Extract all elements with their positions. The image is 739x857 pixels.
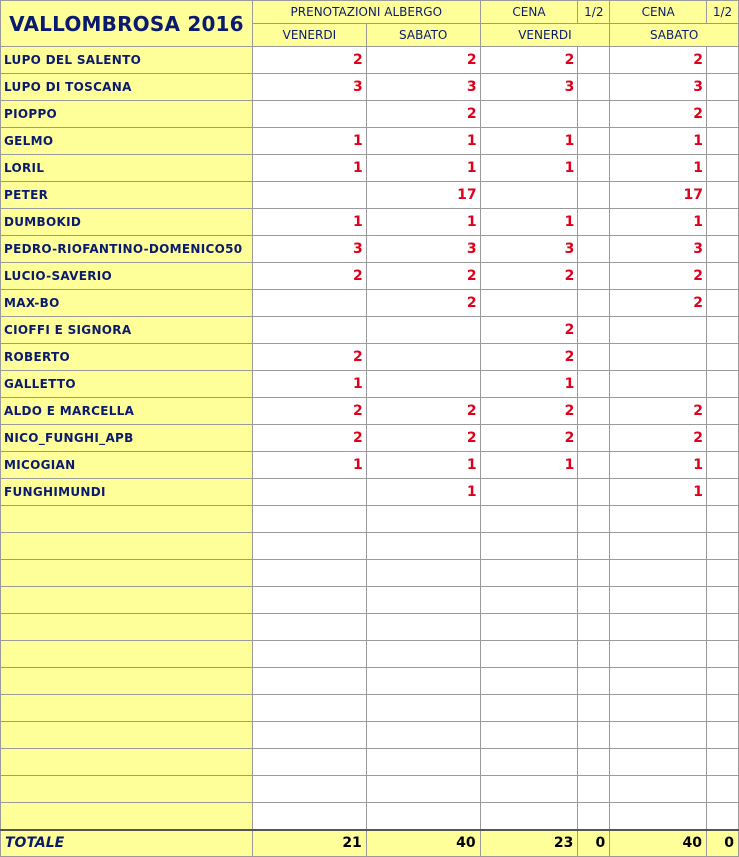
cell-dinner-friday[interactable]: 1: [480, 128, 578, 155]
table-row: [1, 290, 739, 317]
table-row: [1, 560, 739, 587]
cell-half-saturday[interactable]: [707, 128, 739, 155]
cell-half-friday[interactable]: [578, 209, 610, 236]
cell-half-saturday[interactable]: [707, 398, 739, 425]
cell-half-friday[interactable]: [578, 128, 610, 155]
cell-half-saturday[interactable]: [707, 344, 739, 371]
cell-dinner-friday[interactable]: 2: [480, 425, 578, 452]
cell-dinner-friday[interactable]: 1: [480, 209, 578, 236]
cell-dinner-friday[interactable]: [480, 101, 578, 128]
participant-name[interactable]: ALDO E MARCELLA: [1, 398, 253, 425]
participant-name[interactable]: ROBERTO: [1, 344, 253, 371]
participant-name[interactable]: [1, 722, 253, 749]
cell-half-friday[interactable]: [578, 506, 610, 533]
cell-half-friday[interactable]: [578, 560, 610, 587]
header-half-saturday: 1/2: [707, 1, 739, 24]
cell-hotel-saturday[interactable]: [366, 614, 480, 641]
cell-half-friday[interactable]: [578, 263, 610, 290]
cell-dinner-saturday[interactable]: 2: [610, 425, 707, 452]
cell-half-friday[interactable]: [578, 155, 610, 182]
cell-hotel-friday[interactable]: [252, 182, 366, 209]
cell-dinner-friday[interactable]: [480, 560, 578, 587]
header-hotel-friday: VENERDI: [252, 24, 366, 47]
table-row: [1, 209, 739, 236]
cell-half-saturday[interactable]: [707, 236, 739, 263]
cell-hotel-saturday[interactable]: 1: [366, 479, 480, 506]
cell-hotel-friday[interactable]: 2: [252, 263, 366, 290]
cell-half-friday[interactable]: [578, 425, 610, 452]
cell-hotel-friday[interactable]: [252, 803, 366, 830]
cell-hotel-friday[interactable]: [252, 776, 366, 803]
cell-dinner-saturday[interactable]: [610, 641, 707, 668]
cell-half-saturday[interactable]: [707, 452, 739, 479]
cell-dinner-saturday[interactable]: 17: [610, 182, 707, 209]
cell-dinner-saturday[interactable]: 1: [610, 452, 707, 479]
totals-label: TOTALE: [1, 830, 253, 857]
cell-half-saturday[interactable]: [707, 776, 739, 803]
participant-name[interactable]: PIOPPO: [1, 101, 253, 128]
cell-half-friday[interactable]: [578, 587, 610, 614]
cell-hotel-friday[interactable]: [252, 290, 366, 317]
cell-hotel-friday[interactable]: [252, 317, 366, 344]
cell-dinner-saturday[interactable]: 1: [610, 209, 707, 236]
cell-dinner-saturday[interactable]: [610, 533, 707, 560]
cell-hotel-friday[interactable]: [252, 668, 366, 695]
cell-half-friday[interactable]: [578, 479, 610, 506]
cell-dinner-friday[interactable]: [480, 506, 578, 533]
table-row: [1, 263, 739, 290]
cell-half-friday[interactable]: [578, 398, 610, 425]
table-row: [1, 425, 739, 452]
cell-half-friday[interactable]: [578, 101, 610, 128]
cell-half-saturday[interactable]: [707, 74, 739, 101]
totals-row: [1, 830, 739, 857]
table-row: [1, 587, 739, 614]
participant-name[interactable]: PEDRO-RIOFANTINO-DOMENICO50: [1, 236, 253, 263]
cell-half-saturday[interactable]: [707, 803, 739, 830]
cell-half-friday[interactable]: [578, 290, 610, 317]
cell-half-saturday[interactable]: [707, 425, 739, 452]
table-row: [1, 695, 739, 722]
cell-dinner-saturday[interactable]: [610, 560, 707, 587]
table-row: [1, 47, 739, 74]
participant-name[interactable]: LUCIO-SAVERIO: [1, 263, 253, 290]
cell-dinner-friday[interactable]: 1: [480, 155, 578, 182]
cell-dinner-saturday[interactable]: 2: [610, 398, 707, 425]
cell-half-saturday[interactable]: [707, 668, 739, 695]
cell-hotel-saturday[interactable]: 2: [366, 290, 480, 317]
cell-hotel-saturday[interactable]: [366, 506, 480, 533]
header-dinner-friday-group: CENA: [480, 1, 578, 24]
cell-half-saturday[interactable]: [707, 641, 739, 668]
cell-dinner-friday[interactable]: [480, 587, 578, 614]
cell-dinner-friday[interactable]: [480, 722, 578, 749]
cell-hotel-saturday[interactable]: [366, 344, 480, 371]
cell-hotel-friday[interactable]: 2: [252, 47, 366, 74]
header-dinner-saturday: SABATO: [610, 24, 739, 47]
cell-half-friday[interactable]: [578, 668, 610, 695]
cell-half-saturday[interactable]: [707, 560, 739, 587]
cell-hotel-saturday[interactable]: [366, 587, 480, 614]
cell-dinner-friday[interactable]: 1: [480, 371, 578, 398]
table-row: [1, 371, 739, 398]
participant-name[interactable]: LUPO DEL SALENTO: [1, 47, 253, 74]
cell-dinner-saturday[interactable]: 2: [610, 290, 707, 317]
cell-hotel-saturday[interactable]: 1: [366, 209, 480, 236]
cell-hotel-saturday[interactable]: 2: [366, 101, 480, 128]
total-hotel-saturday: 40: [366, 830, 480, 857]
cell-half-saturday[interactable]: [707, 371, 739, 398]
cell-dinner-saturday[interactable]: 1: [610, 128, 707, 155]
cell-dinner-friday[interactable]: 2: [480, 317, 578, 344]
cell-hotel-saturday[interactable]: [366, 668, 480, 695]
table-row: [1, 506, 739, 533]
cell-hotel-friday[interactable]: [252, 587, 366, 614]
cell-half-saturday[interactable]: [707, 155, 739, 182]
cell-half-friday[interactable]: [578, 641, 610, 668]
cell-half-saturday[interactable]: [707, 101, 739, 128]
cell-hotel-friday[interactable]: [252, 749, 366, 776]
cell-dinner-saturday[interactable]: 1: [610, 479, 707, 506]
cell-dinner-friday[interactable]: [480, 695, 578, 722]
total-dinner-friday: 23: [480, 830, 578, 857]
table-row: [1, 344, 739, 371]
cell-half-saturday[interactable]: [707, 722, 739, 749]
cell-dinner-friday[interactable]: 1: [480, 452, 578, 479]
participant-name[interactable]: [1, 614, 253, 641]
table-row: [1, 182, 739, 209]
cell-hotel-saturday[interactable]: [366, 641, 480, 668]
participant-name[interactable]: PETER: [1, 182, 253, 209]
participant-name[interactable]: CIOFFI E SIGNORA: [1, 317, 253, 344]
cell-hotel-saturday[interactable]: 3: [366, 236, 480, 263]
cell-hotel-friday[interactable]: [252, 479, 366, 506]
sheet-title: VALLOMBROSA 2016: [1, 1, 253, 47]
table-row: [1, 749, 739, 776]
participant-name[interactable]: [1, 695, 253, 722]
cell-dinner-saturday[interactable]: 1: [610, 155, 707, 182]
cell-dinner-friday[interactable]: [480, 668, 578, 695]
participant-name[interactable]: [1, 749, 253, 776]
cell-half-friday[interactable]: [578, 236, 610, 263]
table-row: [1, 776, 739, 803]
cell-dinner-friday[interactable]: [480, 803, 578, 830]
cell-half-saturday[interactable]: [707, 587, 739, 614]
table-row: [1, 101, 739, 128]
total-half-friday: 0: [578, 830, 610, 857]
cell-dinner-friday[interactable]: [480, 776, 578, 803]
table-row: [1, 236, 739, 263]
cell-half-friday[interactable]: [578, 74, 610, 101]
participant-name[interactable]: [1, 533, 253, 560]
participant-name[interactable]: [1, 776, 253, 803]
cell-hotel-friday[interactable]: [252, 101, 366, 128]
participant-name[interactable]: [1, 560, 253, 587]
cell-dinner-saturday[interactable]: [610, 614, 707, 641]
cell-dinner-saturday[interactable]: [610, 668, 707, 695]
header-hotel-bookings: PRENOTAZIONI ALBERGO: [252, 1, 480, 24]
participant-name[interactable]: [1, 668, 253, 695]
cell-hotel-saturday[interactable]: [366, 722, 480, 749]
cell-half-saturday[interactable]: [707, 290, 739, 317]
cell-half-saturday[interactable]: [707, 533, 739, 560]
participant-name[interactable]: DUMBOKID: [1, 209, 253, 236]
cell-hotel-friday[interactable]: [252, 695, 366, 722]
total-half-saturday: 0: [707, 830, 739, 857]
table-row: [1, 803, 739, 830]
cell-hotel-friday[interactable]: [252, 641, 366, 668]
cell-hotel-friday[interactable]: 1: [252, 371, 366, 398]
cell-half-friday[interactable]: [578, 749, 610, 776]
participant-name[interactable]: GALLETTO: [1, 371, 253, 398]
cell-dinner-saturday[interactable]: [610, 371, 707, 398]
cell-dinner-friday[interactable]: [480, 182, 578, 209]
cell-hotel-saturday[interactable]: 17: [366, 182, 480, 209]
cell-half-friday[interactable]: [578, 695, 610, 722]
table-row: [1, 722, 739, 749]
cell-hotel-saturday[interactable]: 2: [366, 47, 480, 74]
cell-hotel-friday[interactable]: 1: [252, 452, 366, 479]
cell-dinner-saturday[interactable]: [610, 317, 707, 344]
cell-dinner-friday[interactable]: [480, 290, 578, 317]
participant-name[interactable]: FUNGHIMUNDI: [1, 479, 253, 506]
participant-name[interactable]: MAX-BO: [1, 290, 253, 317]
cell-dinner-saturday[interactable]: [610, 803, 707, 830]
cell-half-saturday[interactable]: [707, 695, 739, 722]
participant-name[interactable]: [1, 803, 253, 830]
table-row: [1, 614, 739, 641]
cell-dinner-friday[interactable]: 2: [480, 47, 578, 74]
total-dinner-saturday: 40: [610, 830, 707, 857]
cell-half-saturday[interactable]: [707, 263, 739, 290]
cell-dinner-friday[interactable]: 3: [480, 236, 578, 263]
cell-dinner-saturday[interactable]: 2: [610, 47, 707, 74]
cell-hotel-friday[interactable]: 3: [252, 236, 366, 263]
cell-half-saturday[interactable]: [707, 506, 739, 533]
participant-name[interactable]: [1, 506, 253, 533]
cell-dinner-saturday[interactable]: 3: [610, 74, 707, 101]
cell-half-saturday[interactable]: [707, 209, 739, 236]
cell-hotel-friday[interactable]: 3: [252, 74, 366, 101]
cell-dinner-friday[interactable]: [480, 749, 578, 776]
cell-half-friday[interactable]: [578, 182, 610, 209]
cell-dinner-friday[interactable]: 2: [480, 344, 578, 371]
table-row: [1, 398, 739, 425]
cell-hotel-saturday[interactable]: [366, 371, 480, 398]
cell-hotel-friday[interactable]: [252, 614, 366, 641]
table-row: [1, 317, 739, 344]
cell-hotel-saturday[interactable]: [366, 695, 480, 722]
header-hotel-saturday: SABATO: [366, 24, 480, 47]
cell-dinner-friday[interactable]: [480, 479, 578, 506]
cell-dinner-friday[interactable]: 2: [480, 398, 578, 425]
cell-dinner-friday[interactable]: [480, 533, 578, 560]
cell-hotel-friday[interactable]: [252, 722, 366, 749]
cell-half-saturday[interactable]: [707, 479, 739, 506]
cell-hotel-saturday[interactable]: 2: [366, 425, 480, 452]
cell-half-friday[interactable]: [578, 776, 610, 803]
cell-dinner-saturday[interactable]: [610, 776, 707, 803]
cell-hotel-friday[interactable]: [252, 506, 366, 533]
cell-dinner-friday[interactable]: 2: [480, 263, 578, 290]
table-row: [1, 533, 739, 560]
cell-half-saturday[interactable]: [707, 47, 739, 74]
participant-name[interactable]: MICOGIAN: [1, 452, 253, 479]
cell-dinner-saturday[interactable]: [610, 506, 707, 533]
participant-name[interactable]: NICO_FUNGHI_APB: [1, 425, 253, 452]
cell-half-friday[interactable]: [578, 317, 610, 344]
cell-dinner-saturday[interactable]: 2: [610, 263, 707, 290]
participant-name[interactable]: [1, 587, 253, 614]
total-hotel-friday: 21: [252, 830, 366, 857]
participant-name[interactable]: LORIL: [1, 155, 253, 182]
cell-half-saturday[interactable]: [707, 182, 739, 209]
cell-hotel-friday[interactable]: 2: [252, 425, 366, 452]
cell-hotel-saturday[interactable]: 1: [366, 128, 480, 155]
participant-name[interactable]: LUPO DI TOSCANA: [1, 74, 253, 101]
table-row: [1, 641, 739, 668]
header-half-friday: 1/2: [578, 1, 610, 24]
cell-hotel-saturday[interactable]: 2: [366, 263, 480, 290]
cell-hotel-saturday[interactable]: 2: [366, 398, 480, 425]
header-dinner-friday: VENERDI: [480, 24, 610, 47]
table-row: [1, 155, 739, 182]
cell-hotel-saturday[interactable]: [366, 803, 480, 830]
cell-hotel-saturday[interactable]: 3: [366, 74, 480, 101]
cell-hotel-saturday[interactable]: 1: [366, 155, 480, 182]
cell-dinner-saturday[interactable]: [610, 695, 707, 722]
cell-half-friday[interactable]: [578, 371, 610, 398]
cell-dinner-saturday[interactable]: [610, 344, 707, 371]
participant-name[interactable]: [1, 641, 253, 668]
cell-hotel-friday[interactable]: 1: [252, 155, 366, 182]
cell-hotel-friday[interactable]: 2: [252, 344, 366, 371]
cell-half-friday[interactable]: [578, 533, 610, 560]
table-row: [1, 668, 739, 695]
participant-name[interactable]: GELMO: [1, 128, 253, 155]
table-row: [1, 479, 739, 506]
table-row: [1, 452, 739, 479]
cell-hotel-friday[interactable]: 1: [252, 128, 366, 155]
cell-half-friday[interactable]: [578, 452, 610, 479]
cell-half-friday[interactable]: [578, 722, 610, 749]
cell-dinner-saturday[interactable]: 3: [610, 236, 707, 263]
cell-dinner-saturday[interactable]: [610, 722, 707, 749]
cell-half-friday[interactable]: [578, 614, 610, 641]
cell-hotel-saturday[interactable]: 1: [366, 452, 480, 479]
cell-half-friday[interactable]: [578, 47, 610, 74]
cell-dinner-friday[interactable]: 3: [480, 74, 578, 101]
table-row: [1, 128, 739, 155]
cell-dinner-saturday[interactable]: 2: [610, 101, 707, 128]
header-dinner-saturday-group: CENA: [610, 1, 707, 24]
cell-hotel-saturday[interactable]: [366, 749, 480, 776]
cell-dinner-saturday[interactable]: [610, 749, 707, 776]
cell-half-friday[interactable]: [578, 344, 610, 371]
cell-dinner-saturday[interactable]: [610, 587, 707, 614]
cell-hotel-friday[interactable]: 2: [252, 398, 366, 425]
cell-hotel-saturday[interactable]: [366, 533, 480, 560]
cell-half-saturday[interactable]: [707, 317, 739, 344]
cell-dinner-friday[interactable]: [480, 641, 578, 668]
table-row: [1, 74, 739, 101]
cell-half-saturday[interactable]: [707, 749, 739, 776]
cell-hotel-saturday[interactable]: [366, 317, 480, 344]
cell-hotel-friday[interactable]: 1: [252, 209, 366, 236]
cell-hotel-friday[interactable]: [252, 560, 366, 587]
cell-half-friday[interactable]: [578, 803, 610, 830]
cell-half-saturday[interactable]: [707, 614, 739, 641]
cell-dinner-friday[interactable]: [480, 614, 578, 641]
cell-hotel-friday[interactable]: [252, 533, 366, 560]
cell-hotel-saturday[interactable]: [366, 560, 480, 587]
cell-hotel-saturday[interactable]: [366, 776, 480, 803]
